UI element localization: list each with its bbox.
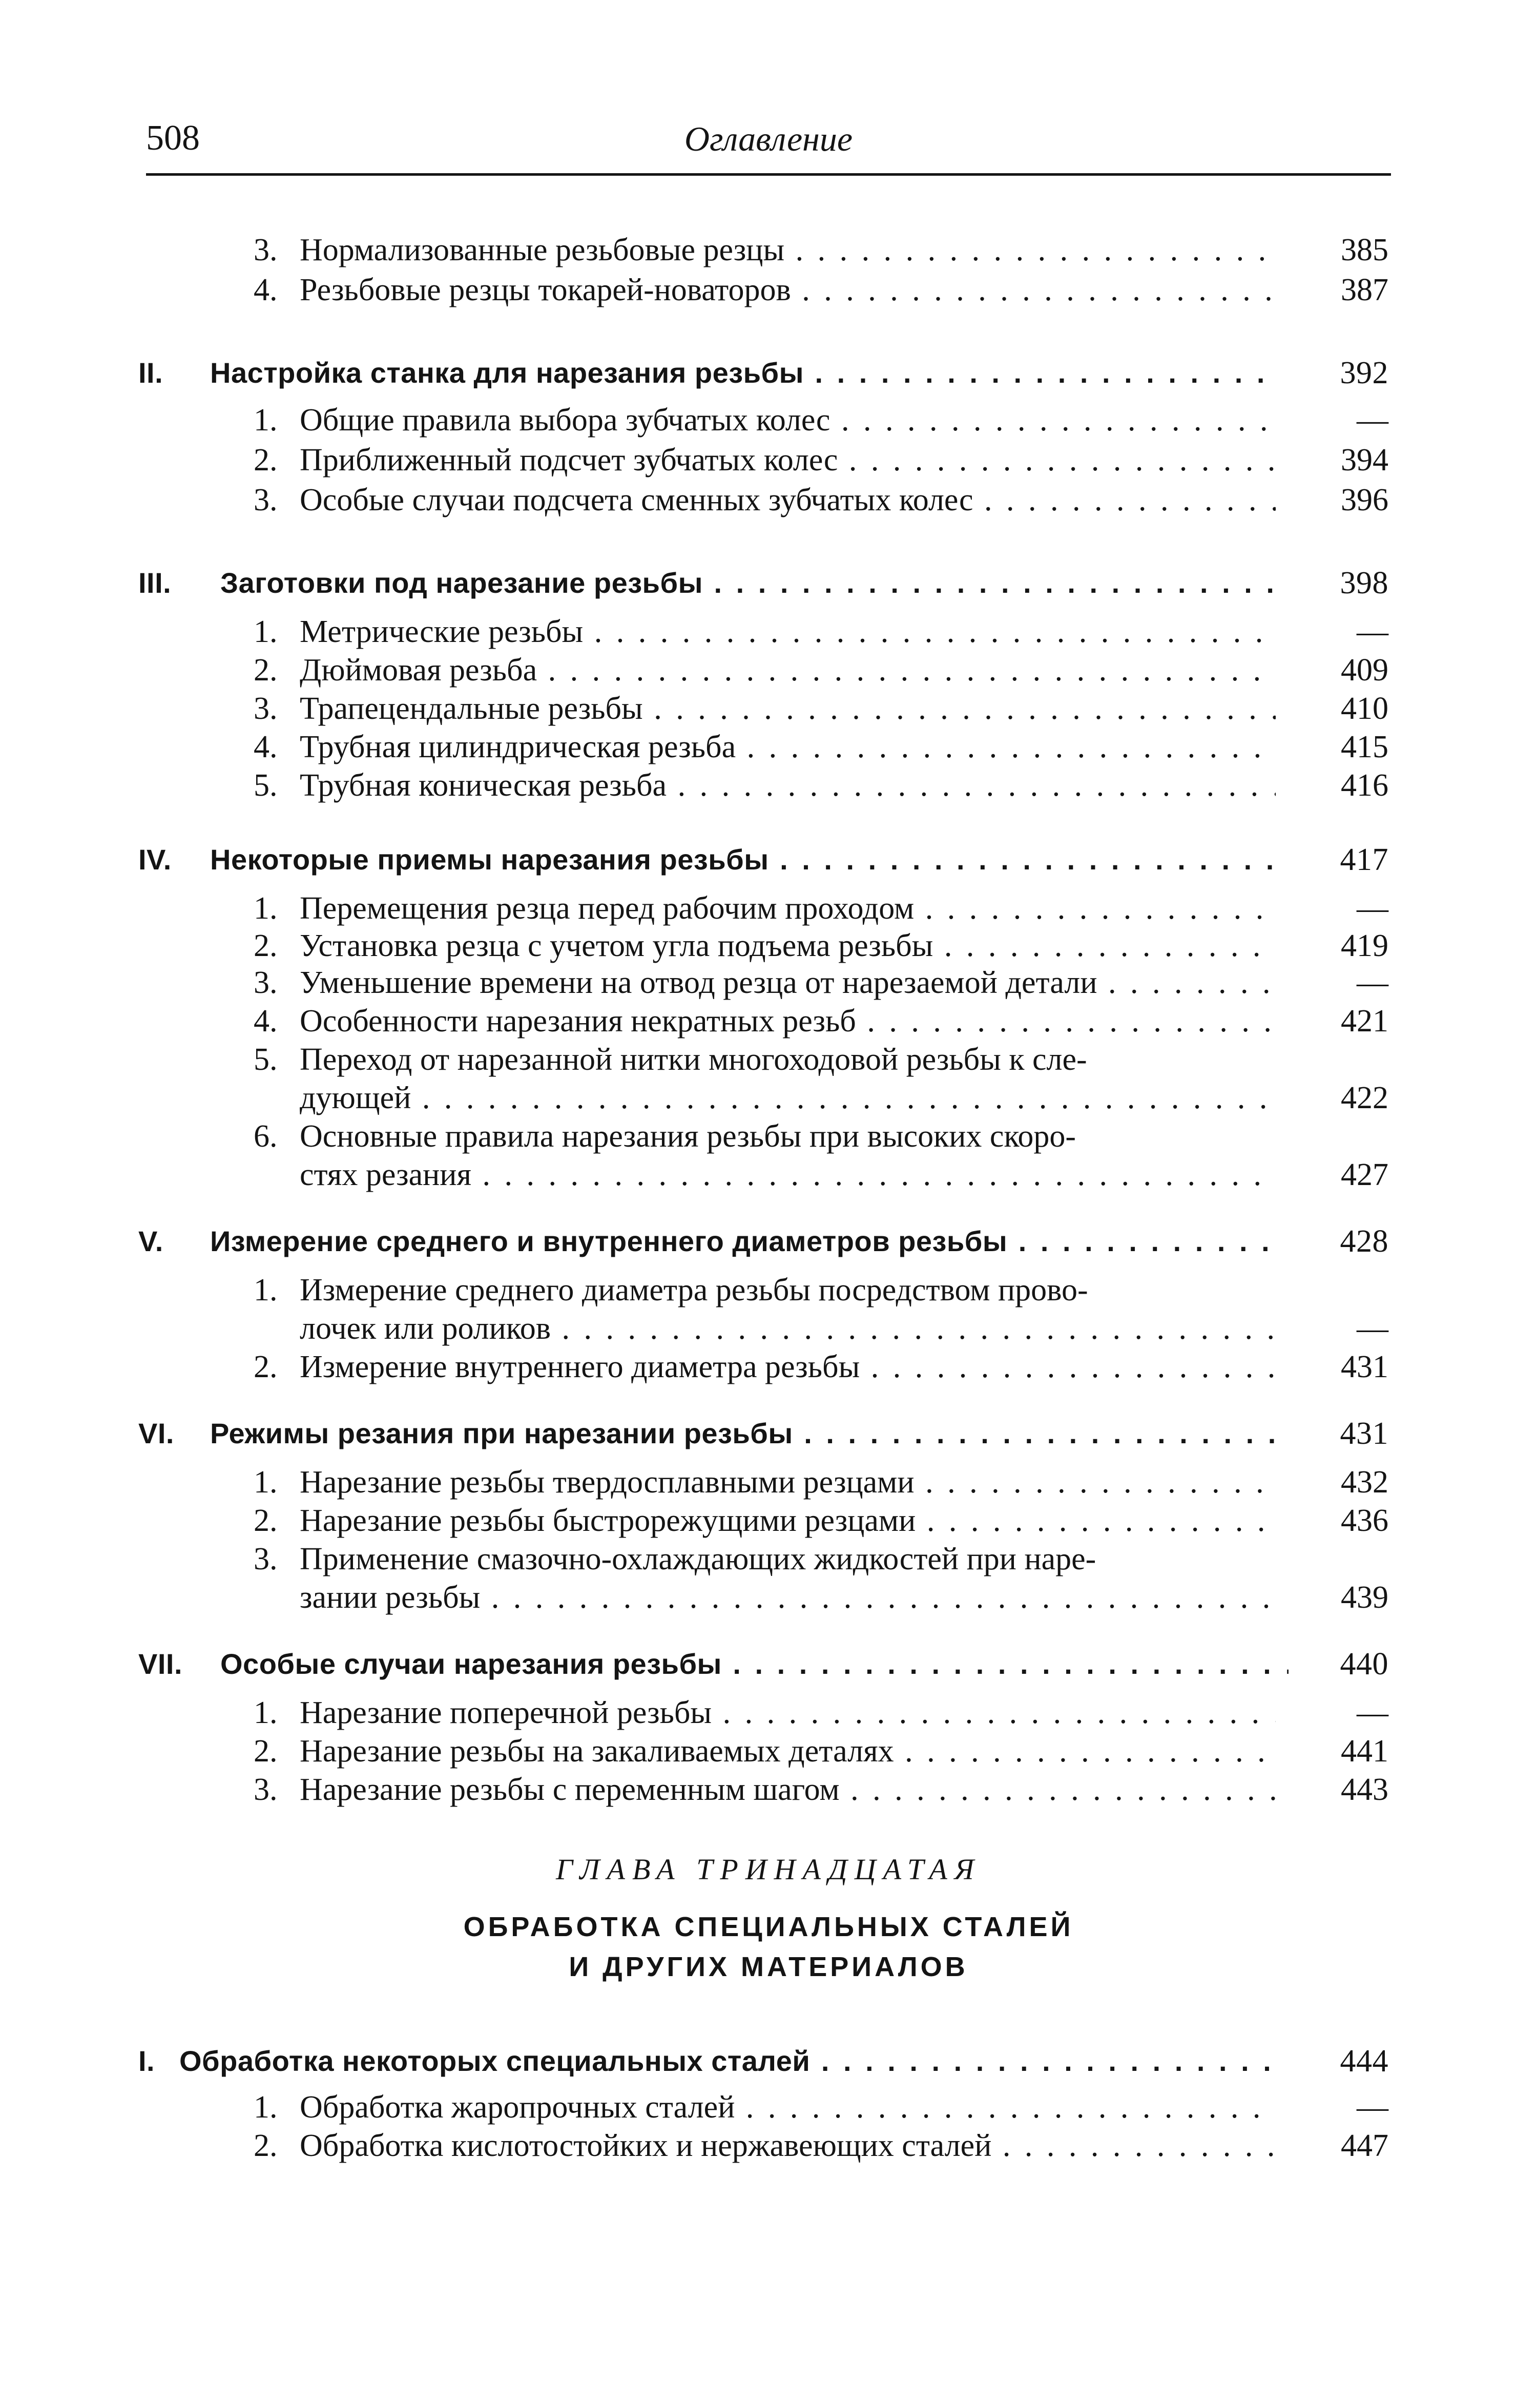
- chapter-title-line-2: И ДРУГИХ МАТЕРИАЛОВ: [569, 1952, 968, 1982]
- toc-section-row: [0, 354, 1537, 395]
- toc-entry-number: 2.: [254, 1503, 278, 1538]
- toc-entry-title-text: Установка резца с учетом угла подъема резьбы: [300, 928, 933, 963]
- toc-entry-number: 1.: [254, 1465, 278, 1500]
- toc-entry-title-text: Трубная цилиндрическая резьба: [300, 730, 736, 764]
- toc-entry-title: [220, 564, 1289, 603]
- toc-entry-number: 5.: [254, 768, 278, 803]
- toc-entry-title: [300, 231, 1276, 269]
- toc-entry-number: 1.: [254, 1695, 278, 1730]
- toc-item-row: [0, 1271, 1537, 1312]
- toc-item-row: [0, 271, 1537, 312]
- toc-entry-number: 4.: [254, 730, 278, 764]
- toc-entry-title-text: Измерение среднего и внутреннего диаметров резьбы: [210, 1225, 1008, 1257]
- toc-item-row: [0, 2126, 1537, 2167]
- toc-entry-number: 3.: [254, 483, 278, 517]
- toc-page-number: 436: [1341, 1503, 1388, 1538]
- toc-entry-title: [300, 2088, 1276, 2127]
- toc-entry-title-text: Переход от нарезанной нитки многоходовой резьбы к сле-: [300, 1042, 1087, 1077]
- toc-entry-number: II.: [138, 357, 163, 389]
- toc-page-number: 392: [1340, 356, 1388, 390]
- toc-entry-number: 1.: [254, 891, 278, 926]
- toc-item-row: [0, 1002, 1537, 1043]
- toc-entry-title-text: Нарезание резьбы на закаливаемых деталях: [300, 1734, 894, 1769]
- toc-item-row: [0, 612, 1537, 653]
- toc-entry-title: [300, 481, 1276, 520]
- toc-entry-title: [300, 1155, 1276, 1194]
- toc-entry-title-text: Особенности нарезания некратных резьб: [300, 1004, 856, 1039]
- toc-page-number: 385: [1341, 233, 1388, 267]
- toc-entry-number: I.: [138, 2045, 155, 2077]
- toc-entry-title: [300, 1347, 1276, 1386]
- toc-entry-title: [300, 689, 1276, 728]
- toc-entry-number: 2.: [254, 1350, 278, 1384]
- toc-item-row: [0, 1770, 1537, 1811]
- toc-page-number: 421: [1341, 1004, 1388, 1039]
- toc-page-number: 419: [1341, 928, 1388, 963]
- toc-item-row: [0, 651, 1537, 692]
- toc-section-row: [0, 1222, 1537, 1263]
- toc-entry-title-text: стях резания: [300, 1157, 471, 1192]
- toc-page-number: 431: [1341, 1350, 1388, 1384]
- toc-page-number: —: [1357, 1695, 1388, 1730]
- toc-entry-number: III.: [138, 567, 172, 599]
- toc-entry-title: [300, 1271, 1276, 1310]
- toc-page-number: —: [1357, 403, 1388, 438]
- toc-page-number: 440: [1340, 1647, 1388, 1682]
- toc-entry-title-text: Обработка жаропрочных сталей: [300, 2090, 735, 2125]
- toc-entry-title: [210, 354, 1278, 392]
- toc-page-number: —: [1357, 614, 1388, 649]
- toc-item-row: [0, 1040, 1537, 1081]
- toc-entry-number: 3.: [254, 691, 278, 726]
- toc-item-row: [0, 1309, 1537, 1350]
- toc-page-number: 416: [1341, 768, 1388, 803]
- toc-entry-title: [210, 1414, 1278, 1453]
- toc-entry-number: 2.: [254, 1734, 278, 1769]
- toc-item-row: [0, 481, 1537, 522]
- toc-entry-title: [300, 728, 1276, 766]
- toc-entry-number: 4.: [254, 273, 278, 307]
- toc-entry-title: [300, 1463, 1276, 1502]
- toc-entry-title: [210, 1222, 1278, 1261]
- toc-page-number: 441: [1341, 1734, 1388, 1769]
- toc-entry-number: 4.: [254, 1004, 278, 1039]
- toc-entry-title-text: Основные правила нарезания резьбы при высоких скоро-: [300, 1119, 1076, 1154]
- toc-entry-title-text: Измерение внутреннего диаметра резьбы: [300, 1350, 860, 1384]
- toc-entry-number: 6.: [254, 1119, 278, 1154]
- toc-entry-title: [300, 1501, 1276, 1540]
- toc-entry-title: [300, 1732, 1276, 1771]
- toc-entry-title-text: Обработка кислотостойких и нержавеющих сталей: [300, 2128, 992, 2163]
- toc-entry-number: IV.: [138, 843, 172, 876]
- toc-entry-title-text: зании резьбы: [300, 1580, 481, 1615]
- toc-item-row: [0, 1347, 1537, 1388]
- toc-item-row: [0, 1501, 1537, 1542]
- toc-entry-number: 3.: [254, 233, 278, 267]
- toc-entry-number: 1.: [254, 403, 278, 438]
- toc-page-number: 417: [1340, 842, 1388, 877]
- toc-item-row: [0, 231, 1537, 272]
- toc-entry-title: [220, 1645, 1289, 1684]
- toc-entry-title: [300, 1770, 1276, 1809]
- toc-entry-title-text: Общие правила выбора зубчатых колес: [300, 403, 830, 438]
- toc-section-row: [0, 1645, 1537, 1686]
- toc-entry-title: [300, 1078, 1276, 1117]
- toc-entry-title: [300, 1540, 1276, 1579]
- toc-section-row: [0, 564, 1537, 605]
- toc-page-number: 443: [1341, 1772, 1388, 1807]
- toc-entry-title-text: Некоторые приемы нарезания резьбы: [210, 843, 769, 876]
- page-number: 508: [146, 118, 200, 158]
- toc-section-row: [0, 1414, 1537, 1455]
- toc-entry-title-text: Нарезание резьбы с переменным шагом: [300, 1772, 840, 1807]
- toc-entry-number: 3.: [254, 965, 278, 1000]
- toc-entry-title: [300, 401, 1276, 440]
- toc-entry-title-text: Трубная коническая резьба: [300, 768, 667, 803]
- toc-entry-title-text: Трапецендальные резьбы: [300, 691, 643, 726]
- toc-entry-title: [300, 926, 1276, 965]
- toc-page-number: 398: [1340, 566, 1388, 600]
- toc-entry-number: 1.: [254, 1273, 278, 1307]
- header-rule: [146, 173, 1391, 176]
- toc-page-number: —: [1357, 1311, 1388, 1346]
- toc-entry-title: [300, 1117, 1276, 1156]
- toc-page-number: 410: [1341, 691, 1388, 726]
- toc-entry-title: [300, 2126, 1276, 2165]
- toc-entry-title-text: Резьбовые резцы токарей-новаторов: [300, 273, 791, 307]
- toc-entry-title-text: Обработка некоторых специальных сталей: [179, 2045, 811, 2077]
- toc-entry-number: VII.: [138, 1648, 183, 1680]
- page-header: [146, 113, 1391, 169]
- toc-entry-title: [300, 612, 1276, 651]
- toc-entry-number: 5.: [254, 1042, 278, 1077]
- toc-entry-title-text: Особые случаи подсчета сменных зубчатых колес: [300, 483, 973, 517]
- toc-entry-title: [300, 1309, 1276, 1348]
- toc-entry-title-text: Нормализованные резьбовые резцы: [300, 233, 785, 267]
- toc-page-number: 422: [1341, 1081, 1388, 1115]
- toc-entry-title: [300, 441, 1276, 480]
- toc-section-row: [0, 2042, 1537, 2083]
- toc-page-number: 428: [1340, 1224, 1388, 1259]
- toc-entry-title-text: Метрические резьбы: [300, 614, 584, 649]
- toc-page-number: 439: [1341, 1580, 1388, 1615]
- toc-item-row: [0, 1155, 1537, 1196]
- running-title: Оглавление: [684, 119, 853, 158]
- toc-entry-title-text: Нарезание поперечной резьбы: [300, 1695, 712, 1730]
- toc-entry-title-text: Применение смазочно-охлаждающих жидкостей при наре-: [300, 1542, 1096, 1576]
- toc-entry-number: 2.: [254, 928, 278, 963]
- toc-page-number: 409: [1341, 653, 1388, 688]
- toc-entry-number: 2.: [254, 653, 278, 688]
- toc-entry-title-text: дующей: [300, 1081, 411, 1115]
- toc-item-row: [0, 401, 1537, 442]
- toc-item-row: [0, 1463, 1537, 1504]
- toc-entry-number: VI.: [138, 1417, 174, 1449]
- toc-entry-title: [179, 2042, 1276, 2081]
- toc-entry-number: 1.: [254, 2090, 278, 2125]
- toc-entry-number: 2.: [254, 443, 278, 478]
- toc-entry-title-text: Уменьшение времени на отвод резца от нарезаемой детали: [300, 965, 1097, 1000]
- toc-entry-title-text: лочек или роликов: [300, 1311, 551, 1346]
- toc-entry-title-text: Измерение среднего диаметра резьбы посредством прово-: [300, 1273, 1088, 1307]
- toc-entry-title: [300, 1578, 1276, 1617]
- toc-entry-title-text: Приближенный подсчет зубчатых колес: [300, 443, 838, 478]
- toc-entry-title: [300, 963, 1276, 1002]
- toc-item-row: [0, 689, 1537, 730]
- toc-entry-number: 3.: [254, 1542, 278, 1576]
- toc-page-number: —: [1357, 891, 1388, 926]
- chapter-label: ГЛАВА ТРИНАДЦАТАЯ: [556, 1853, 981, 1886]
- toc-page-number: 447: [1341, 2128, 1388, 2163]
- toc-entry-title-text: Нарезание резьбы твердосплавными резцами: [300, 1465, 915, 1500]
- toc-entry-number: 1.: [254, 614, 278, 649]
- toc-page-number: 415: [1341, 730, 1388, 764]
- toc-entry-title: [300, 766, 1276, 805]
- toc-entry-title: [300, 889, 1276, 928]
- toc-page-number: 394: [1341, 443, 1388, 478]
- toc-entry-title-text: Перемещения резца перед рабочим проходом: [300, 891, 915, 926]
- toc-item-row: [0, 889, 1537, 930]
- toc-page-number: 432: [1341, 1465, 1388, 1500]
- toc-entry-title: [300, 1693, 1276, 1732]
- toc-entry-title: [300, 651, 1276, 690]
- toc-item-row: [0, 1540, 1537, 1581]
- toc-page-number: 387: [1341, 273, 1388, 307]
- toc-entry-title: [300, 1040, 1276, 1079]
- toc-entry-title: [300, 1002, 1276, 1041]
- toc-item-row: [0, 728, 1537, 769]
- toc-item-row: [0, 441, 1537, 482]
- toc-item-row: [0, 766, 1537, 807]
- toc-entry-title-text: Особые случаи нарезания резьбы: [220, 1648, 722, 1680]
- toc-entry-title: [300, 271, 1276, 309]
- toc-page-number: 431: [1340, 1416, 1388, 1451]
- toc-page-number: —: [1357, 2090, 1388, 2125]
- toc-page-number: 396: [1341, 483, 1388, 517]
- chapter-title-line-1: ОБРАБОТКА СПЕЦИАЛЬНЫХ СТАЛЕЙ: [463, 1912, 1074, 1942]
- toc-item-row: [0, 1117, 1537, 1158]
- toc-entry-title-text: Нарезание резьбы быстрорежущими резцами: [300, 1503, 916, 1538]
- toc-entry-number: 2.: [254, 2128, 278, 2163]
- toc-entry-title: [210, 840, 1278, 879]
- toc-entry-title-text: Настройка станка для нарезания резьбы: [210, 357, 804, 389]
- toc-item-row: [0, 1732, 1537, 1773]
- toc-item-row: [0, 1693, 1537, 1734]
- toc-section-row: [0, 840, 1537, 881]
- toc-entry-number: 3.: [254, 1772, 278, 1807]
- toc-item-row: [0, 1078, 1537, 1119]
- toc-item-row: [0, 2088, 1537, 2129]
- toc-page-number: 427: [1341, 1157, 1388, 1192]
- toc-entry-title-text: Дюймовая резьба: [300, 653, 537, 688]
- toc-entry-title-text: Заготовки под нарезание резьбы: [220, 567, 703, 599]
- toc-page-number: 444: [1340, 2044, 1388, 2079]
- toc-page-number: —: [1357, 965, 1388, 1000]
- toc-item-row: [0, 1578, 1537, 1619]
- toc-entry-title-text: Режимы резания при нарезании резьбы: [210, 1417, 793, 1449]
- toc-item-row: [0, 963, 1537, 1004]
- toc-item-row: [0, 926, 1537, 967]
- toc-entry-number: V.: [138, 1225, 163, 1257]
